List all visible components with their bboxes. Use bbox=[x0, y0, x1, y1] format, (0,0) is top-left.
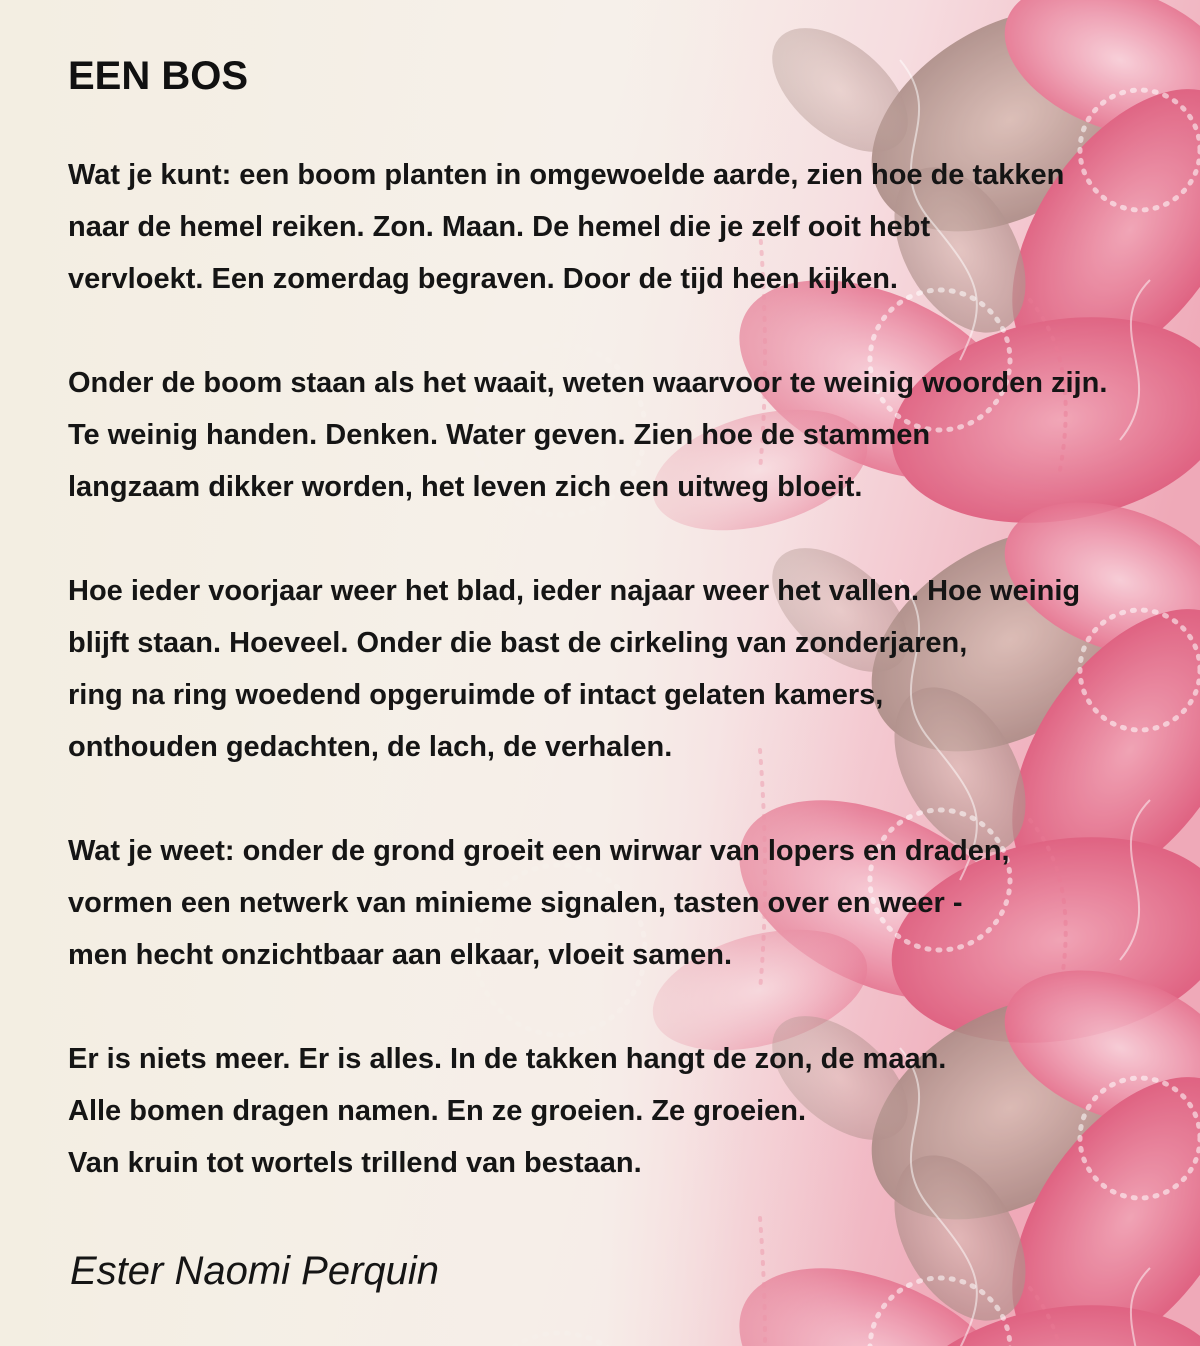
poem-line: Alle bomen dragen namen. En ze groeien. Ze groeien. bbox=[68, 1095, 807, 1127]
poem-line: ring na ring woedend opgeruimde of intact gelaten kamers, bbox=[68, 679, 884, 711]
poem-line: men hecht onzichtbaar aan elkaar, vloeit samen. bbox=[68, 939, 733, 971]
poem-line: Er is niets meer. Er is alles. In de takken hangt de zon, de maan. bbox=[68, 1043, 947, 1075]
poem bbox=[68, 0, 1200, 1346]
poem-line: onthouden gedachten, de lach, de verhalen. bbox=[68, 731, 673, 763]
poem-line: Hoe ieder voorjaar weer het blad, ieder najaar weer het vallen. Hoe weinig bbox=[68, 575, 1081, 607]
poem-line: Wat je weet: onder de grond groeit een wirwar van lopers en draden, bbox=[68, 835, 1010, 867]
poem-line: Te weinig handen. Denken. Water geven. Zien hoe de stammen bbox=[68, 419, 931, 451]
poem-title: EEN BOS bbox=[68, 54, 249, 98]
poem-line: Onder de boom staan als het waait, weten waarvoor te weinig woorden zijn. bbox=[68, 367, 1108, 399]
poem-line: vormen een netwerk van minieme signalen, tasten over en weer - bbox=[68, 887, 963, 919]
poem-line: naar de hemel reiken. Zon. Maan. De hemel die je zelf ooit hebt bbox=[68, 211, 931, 243]
poem-author: Ester Naomi Perquin bbox=[70, 1249, 440, 1293]
poem-line: langzaam dikker worden, het leven zich een uitweg bloeit. bbox=[68, 471, 863, 503]
poem-line: Wat je kunt: een boom planten in omgewoelde aarde, zien hoe de takken bbox=[68, 159, 1065, 191]
poem-line: blijft staan. Hoeveel. Onder die bast de cirkeling van zonderjaren, bbox=[68, 627, 968, 659]
poem-line: vervloekt. Een zomerdag begraven. Door de tijd heen kijken. bbox=[68, 263, 898, 295]
poem-line: Van kruin tot wortels trillend van bestaan. bbox=[68, 1147, 642, 1179]
